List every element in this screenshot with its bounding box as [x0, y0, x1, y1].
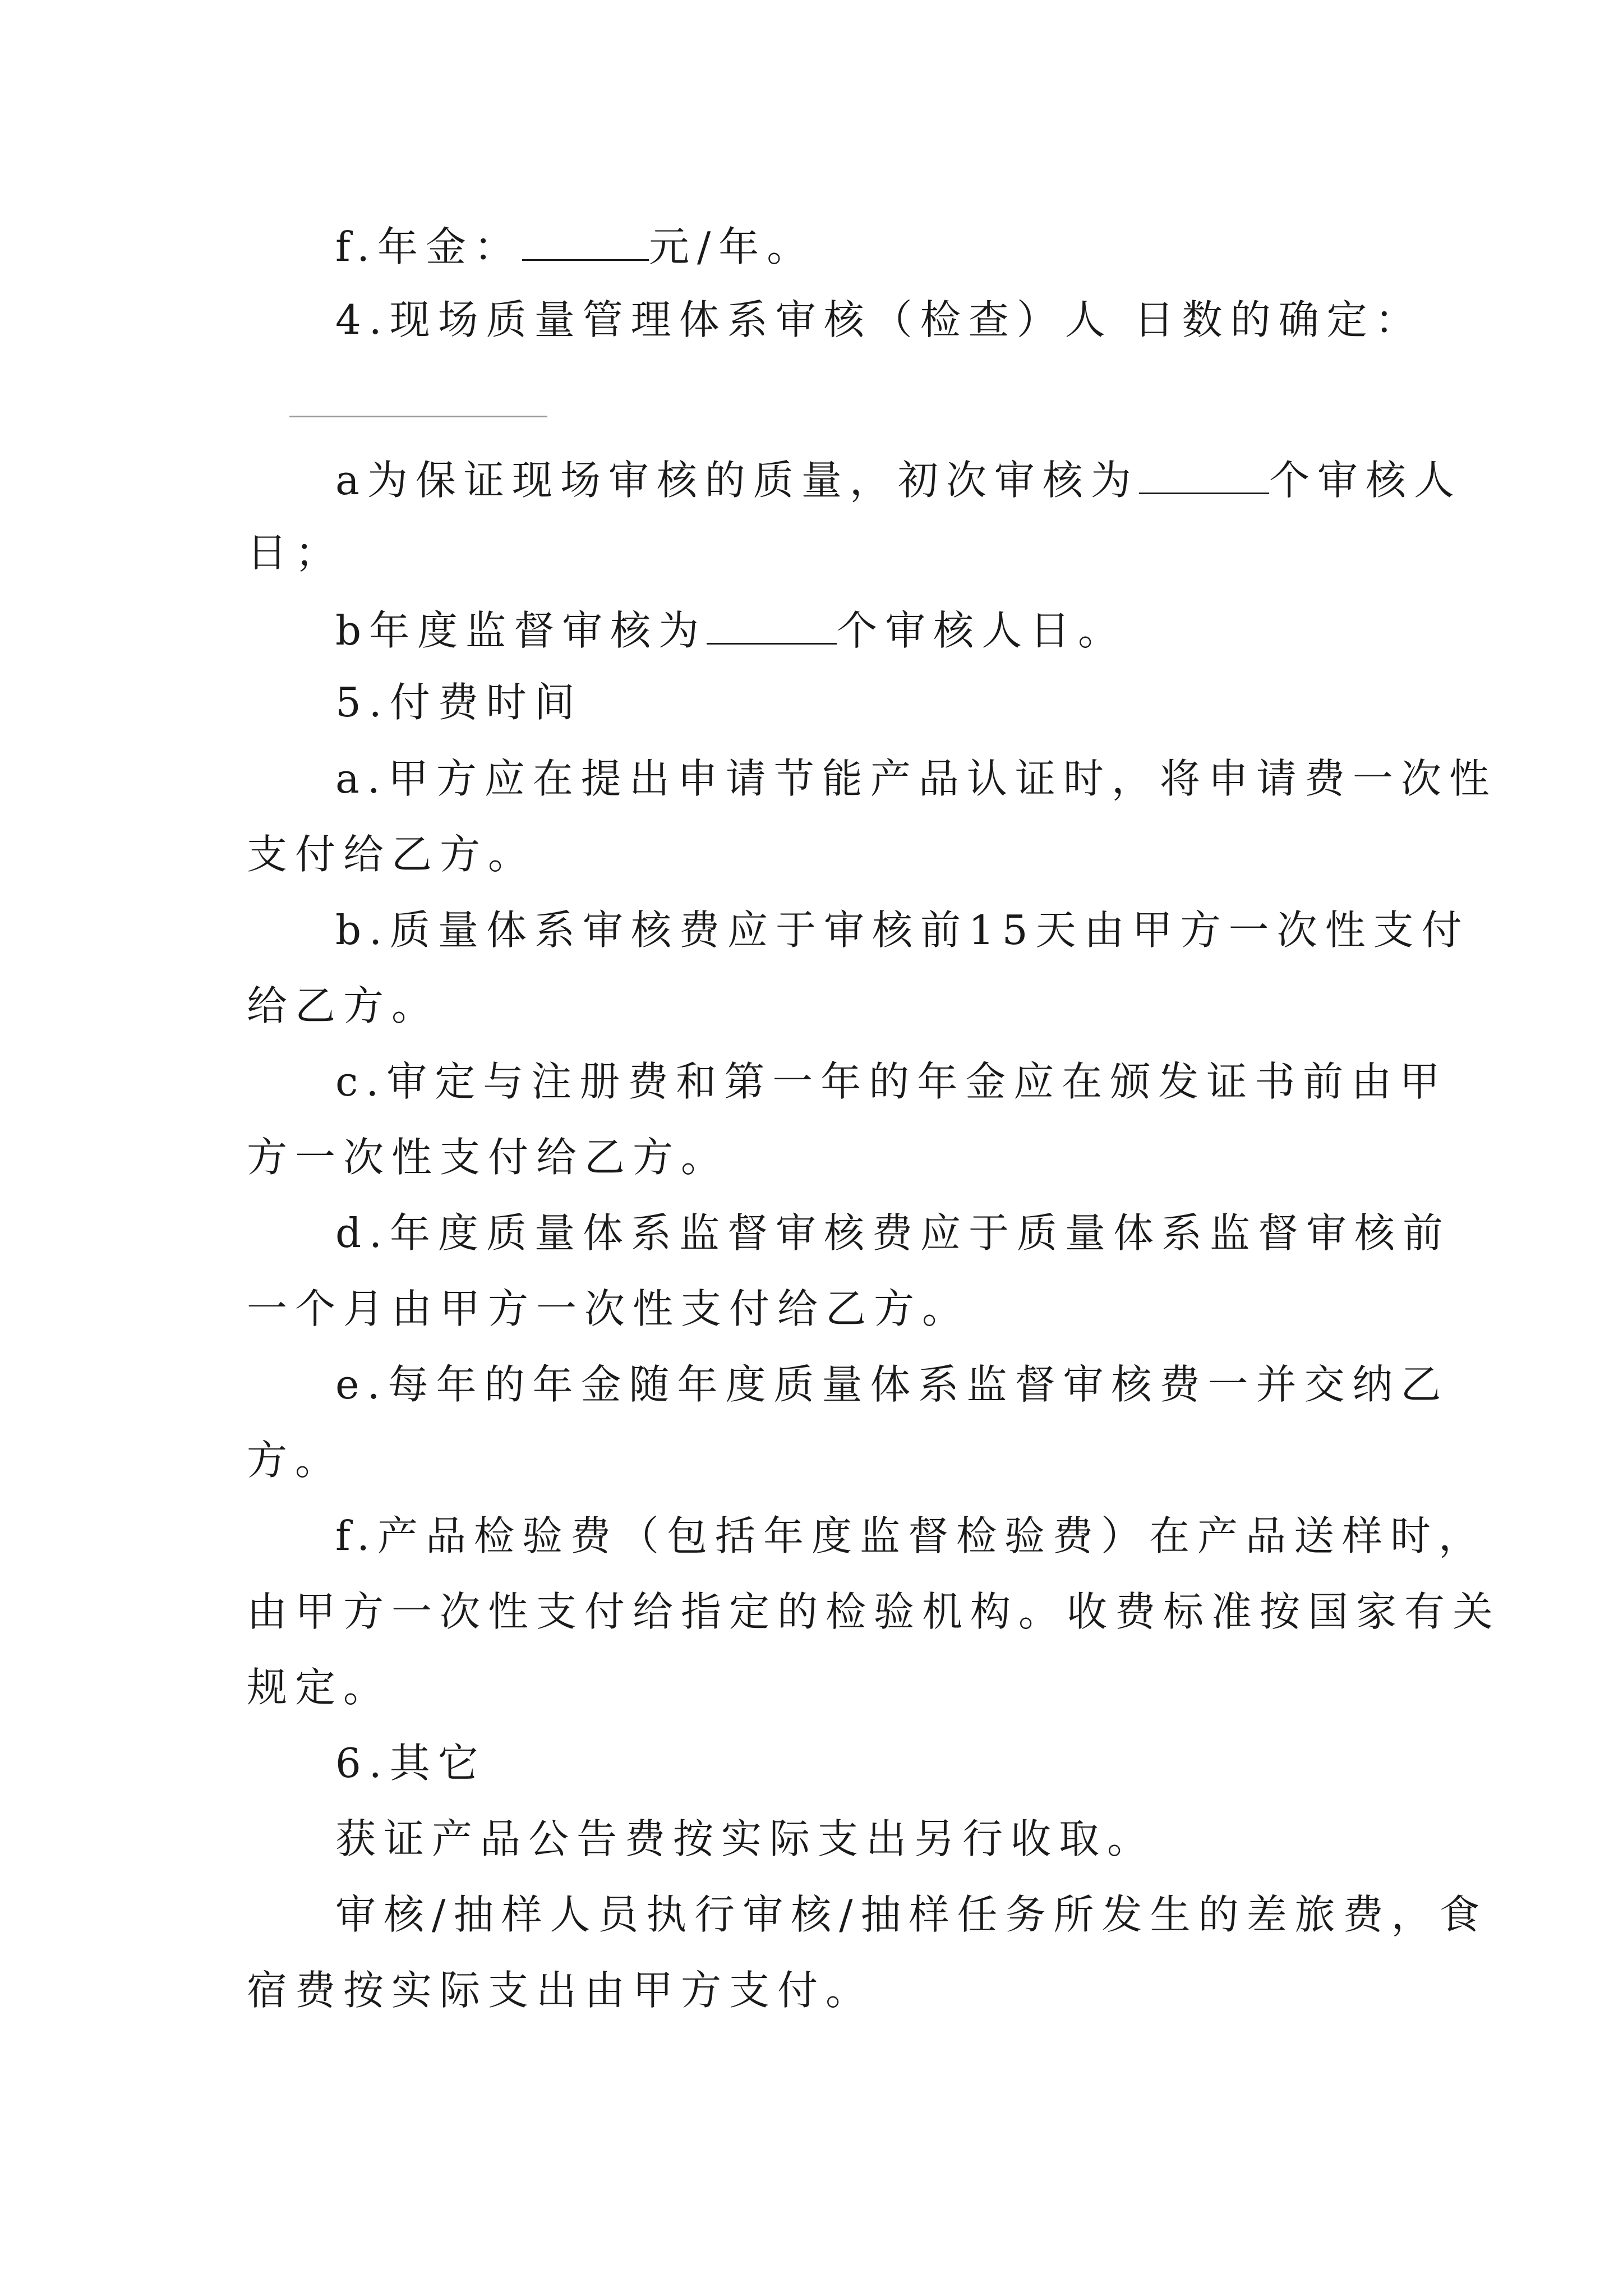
- section-6-heading: 6.其它: [335, 1740, 486, 1787]
- initial-audit-text: a为保证现场审核的质量，初次审核为: [335, 457, 1139, 504]
- annual-audit-line: [335, 599, 1479, 659]
- item-b-line-1: b.质量体系审核费应于审核前15天由甲方一次性支付: [335, 907, 1470, 954]
- item-a-line-1: a.甲方应在提出申请节能产品认证时，将申请费一次性: [335, 755, 1497, 802]
- initial-audit-unit: 个审核人: [1269, 457, 1462, 504]
- item-d-line-2: 一个月由甲方一次性支付给乙方。: [247, 1285, 971, 1332]
- annual-fee-line: [335, 215, 1479, 275]
- annual-audit-blank: [707, 599, 837, 645]
- item-f-line-2: 由甲方一次性支付给指定的检验机构。收费标准按国家有关: [247, 1588, 1501, 1635]
- announcement-fee-line: 获证产品公告费按实际支出另行收取。: [335, 1815, 1156, 1862]
- annual-fee-blank: [522, 215, 649, 261]
- initial-audit-line-cont: 日；: [247, 529, 344, 576]
- section-4-heading: 4.现场质量管理体系审核（检查）人 日数的确定：: [335, 296, 1423, 343]
- section-5-heading: 5.付费时间: [335, 679, 583, 726]
- item-c-line-1: c.审定与注册费和第一年的年金应在颁发证书前由甲: [335, 1058, 1448, 1105]
- item-e-line-1: e.每年的年金随年度质量体系监督审核费一并交纳乙: [335, 1361, 1449, 1408]
- separator-rule: [289, 416, 547, 417]
- initial-audit-blank: [1139, 449, 1269, 494]
- initial-audit-line: [335, 449, 1479, 508]
- annual-fee-label: f.年金：: [335, 223, 522, 270]
- item-f-line-1: f.产品检验费（包括年度监督检验费）在产品送样时，: [335, 1512, 1487, 1559]
- travel-expense-line-2: 宿费按实际支出由甲方支付。: [247, 1967, 874, 2014]
- item-e-line-2: 方。: [247, 1437, 344, 1484]
- annual-fee-unit: 元/年。: [648, 223, 815, 270]
- item-a-line-2: 支付给乙方。: [247, 831, 537, 878]
- item-c-line-2: 方一次性支付给乙方。: [247, 1134, 730, 1181]
- travel-expense-line-1: 审核/抽样人员执行审核/抽样任务所发生的差旅费，食: [335, 1891, 1488, 1938]
- item-b-line-2: 给乙方。: [247, 982, 440, 1029]
- annual-audit-unit: 个审核人日。: [837, 607, 1127, 654]
- annual-audit-text: b年度监督审核为: [335, 607, 707, 654]
- item-d-line-1: d.年度质量体系监督审核费应于质量体系监督审核前: [335, 1209, 1451, 1257]
- item-f-line-3: 规定。: [247, 1664, 392, 1711]
